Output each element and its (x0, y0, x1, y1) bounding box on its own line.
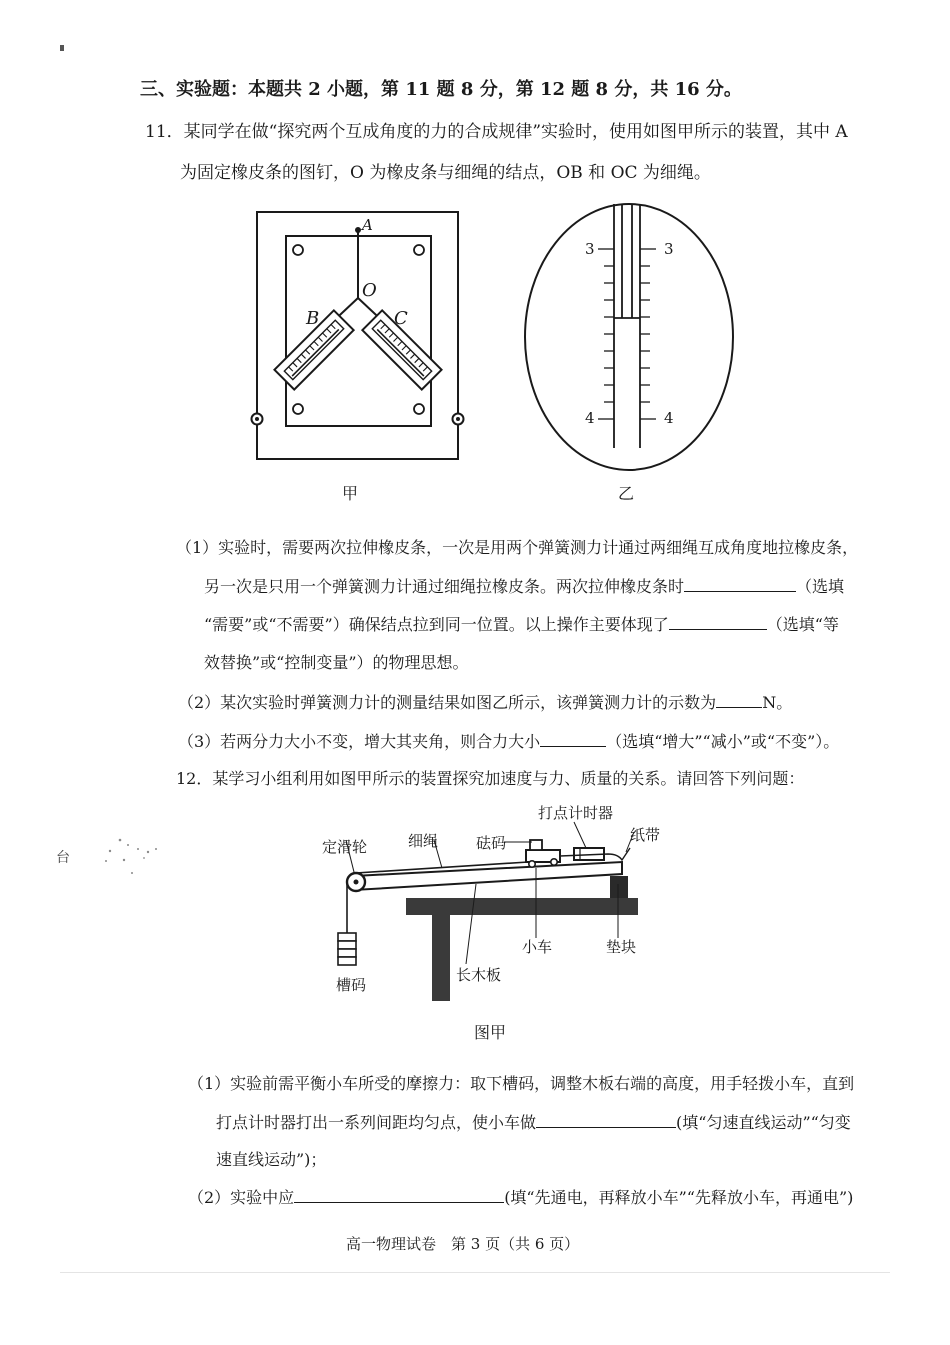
answer-blank-1[interactable] (684, 576, 796, 592)
q12-stem: 12．某学习小组利用如图甲所示的装置探究加速度与力、质量的关系。请回答下列问题： (176, 769, 805, 788)
pin-top-right (414, 245, 424, 255)
q12-p2 (188, 1187, 853, 1208)
figure-yi-drawing (522, 198, 738, 474)
q11-stem-line1: 11．某同学在做“探究两个互成角度的力的合成规律”实验时，使用如图甲所示的装置，其中 A (145, 122, 848, 142)
label-b: B (306, 308, 320, 329)
q12-p2-hint: (填“先通电，再释放小车”“先释放小车，再通电”) (504, 1188, 854, 1207)
label-tape: 纸带 (630, 826, 661, 844)
scan-specks (98, 836, 168, 880)
q12-p1-line3: 速直线运动”)； (216, 1150, 327, 1169)
q11-p1-line3-text: “需要”或“不需要”）确保结点拉到同一位置。以上操作主要体现了 (204, 615, 669, 634)
figure-jia (248, 206, 473, 475)
label-hook-mass: 槽码 (336, 976, 367, 994)
q11-p1-line3 (204, 614, 839, 635)
tick-label-3-right: 3 (664, 240, 674, 258)
q11-p2-unit: N。 (762, 693, 793, 712)
label-a: A (362, 216, 373, 234)
q11-p3 (178, 731, 839, 752)
q12-p1-line1: （1）实验前需平衡小车所受的摩擦力：取下槽码，调整木板右端的高度，用手轻拨小车，直到 (188, 1074, 855, 1093)
q11-p2 (178, 692, 792, 713)
q12-p1-line2-hint: (填“匀速直线运动”“匀变 (676, 1113, 851, 1132)
pin-bottom-right (414, 404, 424, 414)
label-cart: 小车 (522, 938, 553, 956)
section-heading: 三、实验题：本题共 2 小题，第 11 题 8 分，第 12 题 8 分，共 16 分。 (140, 79, 742, 100)
wedge-block (610, 876, 628, 898)
table-leg (432, 915, 450, 1001)
q11-p2-text: （2）某次实验时弹簧测力计的测量结果如图乙所示，该弹簧测力计的示数为 (178, 693, 717, 712)
label-c: C (394, 308, 408, 329)
scan-mark (60, 45, 64, 51)
tick-label-4-left: 4 (585, 409, 595, 427)
figure-yi (522, 198, 738, 478)
label-rope: 细绳 (408, 832, 439, 850)
figure-yi-caption: 乙 (618, 484, 635, 503)
q11-p3-text: （3）若两分力大小不变，增大其夹角，则合力大小 (178, 732, 541, 751)
margin-mark: 台 (56, 850, 70, 866)
q11-p3-hint: （选填“增大”“减小”或“不变”）。 (606, 732, 840, 751)
q12-p1-line2 (216, 1112, 851, 1133)
q11-p1-line2-hint: （选填 (796, 577, 845, 596)
label-weight: 砝码 (476, 834, 507, 852)
pin-top-left (293, 245, 303, 255)
scan-bottom-edge (60, 1272, 890, 1273)
answer-blank-4[interactable] (540, 731, 606, 747)
answer-blank-2[interactable] (669, 614, 767, 630)
label-block: 垫块 (606, 938, 637, 956)
q11-p1-line2 (204, 576, 844, 597)
hook-masses (338, 933, 356, 965)
table-top (406, 898, 638, 915)
answer-blank-5[interactable] (536, 1112, 676, 1128)
figure-jia-caption: 甲 (342, 484, 359, 503)
figure-apparatus (316, 798, 661, 1012)
q11-p1-line4: 效替换”或“控制变量”）的物理思想。 (204, 653, 469, 672)
pin-bottom-left (293, 404, 303, 414)
label-timer: 打点计时器 (538, 804, 614, 822)
q11-p1-line3-hint: （选填“等 (766, 615, 839, 634)
q11-stem-line2: 为固定橡皮条的图钉，O 为橡皮条与细绳的结点，OB 和 OC 为细绳。 (180, 163, 711, 183)
answer-blank-6[interactable] (294, 1187, 504, 1203)
tick-label-3-left: 3 (585, 240, 595, 258)
q12-p1-line2-text: 打点计时器打出一系列间距均匀点，使小车做 (216, 1113, 537, 1132)
q12-p2-text: （2）实验中应 (188, 1188, 295, 1207)
label-pulley: 定滑轮 (322, 838, 368, 856)
answer-blank-3[interactable] (716, 692, 762, 708)
label-board: 长木板 (456, 966, 502, 984)
q11-p1-line2-text: 另一次是只用一个弹簧测力计通过细绳拉橡皮条。两次拉伸橡皮条时 (204, 577, 685, 596)
label-o: O (362, 280, 377, 301)
figure-apparatus-caption: 图甲 (474, 1023, 507, 1042)
figure-jia-drawing (248, 206, 473, 471)
long-board (354, 862, 622, 890)
cart (526, 840, 560, 867)
page-footer: 高一物理试卷 第 3 页（共 6 页） (346, 1235, 580, 1253)
tick-label-4-right: 4 (664, 409, 674, 427)
q11-p1-line1: （1）实验时，需要两次拉伸橡皮条，一次是用两个弹簧测力计通过两细绳互成角度地拉橡皮条， (176, 538, 859, 557)
